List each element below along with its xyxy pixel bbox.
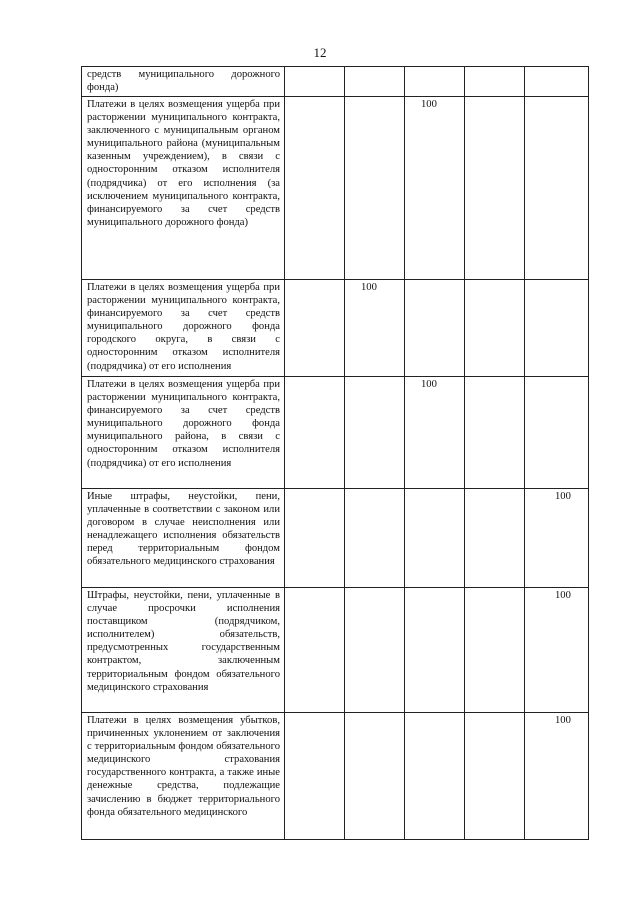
value-cell — [285, 97, 345, 280]
value-cell — [465, 489, 525, 588]
row-description: Платежи в целях возмещения ущерба при расторжении муниципального контракта, финансируемого за счет средств муниципального дорожного фонда городского округа, в связи с односторонним отказом исполнителя (подрядчика) от его исполнения — [82, 280, 285, 377]
value-cell — [345, 489, 405, 588]
value-cell — [285, 588, 345, 713]
value-cell — [405, 489, 465, 588]
value-cell — [285, 280, 345, 377]
value-cell — [525, 67, 589, 97]
value-cell — [405, 67, 465, 97]
value-cell — [345, 713, 405, 840]
value-cell: 100 — [405, 377, 465, 489]
value-cell — [345, 377, 405, 489]
value-cell — [465, 67, 525, 97]
value-cell — [525, 280, 589, 377]
row-description: средств муниципального дорожного фонда) — [82, 67, 285, 97]
value-cell — [285, 67, 345, 97]
value-cell — [405, 713, 465, 840]
value-cell — [405, 280, 465, 377]
value-cell: 100 — [345, 280, 405, 377]
table-row — [82, 588, 589, 713]
value-cell — [405, 588, 465, 713]
table-row — [82, 377, 589, 489]
table-row — [82, 489, 589, 588]
row-description: Штрафы, неустойки, пени, уплаченные в случае просрочки исполнения поставщиком (подрядчиком, исполнителем) обязательств, предусмотренных государственным контрактом, заключенным территориальным фондом обязательного медицинского страхования — [82, 588, 285, 713]
value-cell: 100 — [405, 97, 465, 280]
table-row — [82, 280, 589, 377]
value-cell: 100 — [525, 588, 589, 713]
value-cell — [285, 489, 345, 588]
revenue-distribution-table — [81, 66, 589, 840]
value-cell: 100 — [525, 713, 589, 840]
value-cell — [345, 588, 405, 713]
value-cell — [465, 280, 525, 377]
value-cell — [465, 377, 525, 489]
row-description: Иные штрафы, неустойки, пени, уплаченные в соответствии с законом или договором в случае неисполнения или ненадлежащего исполнения обязательств перед территориальным фондом обязательного медицинского страхования — [82, 489, 285, 588]
value-cell — [465, 97, 525, 280]
value-cell — [465, 713, 525, 840]
value-cell — [345, 97, 405, 280]
table-row — [82, 67, 589, 97]
value-cell — [285, 377, 345, 489]
value-cell — [465, 588, 525, 713]
value-cell — [285, 713, 345, 840]
row-description: Платежи в целях возмещения ущерба при расторжении муниципального контракта, заключенного с муниципальным органом муниципального района (муниципальным казенным учреждением), в связи с односторонним отказом исполнителя (подрядчика) от его исполнения (за исключением муниципального контракта, финансируемого за счет средств муниципального дорожного фонда) — [82, 97, 285, 280]
row-description: Платежи в целях возмещения убытков, причиненных уклонением от заключения с территориальным фондом обязательного медицинского страхования государственного контракта, а также иные денежные средства, подлежащие зачислению в бюджет территориального фонда обязательного медицинского — [82, 713, 285, 840]
table-row — [82, 713, 589, 840]
value-cell — [525, 377, 589, 489]
page-number: 12 — [313, 45, 327, 60]
table-row — [82, 97, 589, 280]
value-cell — [525, 97, 589, 280]
row-description: Платежи в целях возмещения ущерба при расторжении муниципального контракта, финансируемого за счет средств муниципального дорожного фонда муниципального района, в связи с односторонним отказом исполнителя (подрядчика) от его исполнения — [82, 377, 285, 489]
value-cell — [345, 67, 405, 97]
value-cell: 100 — [525, 489, 589, 588]
